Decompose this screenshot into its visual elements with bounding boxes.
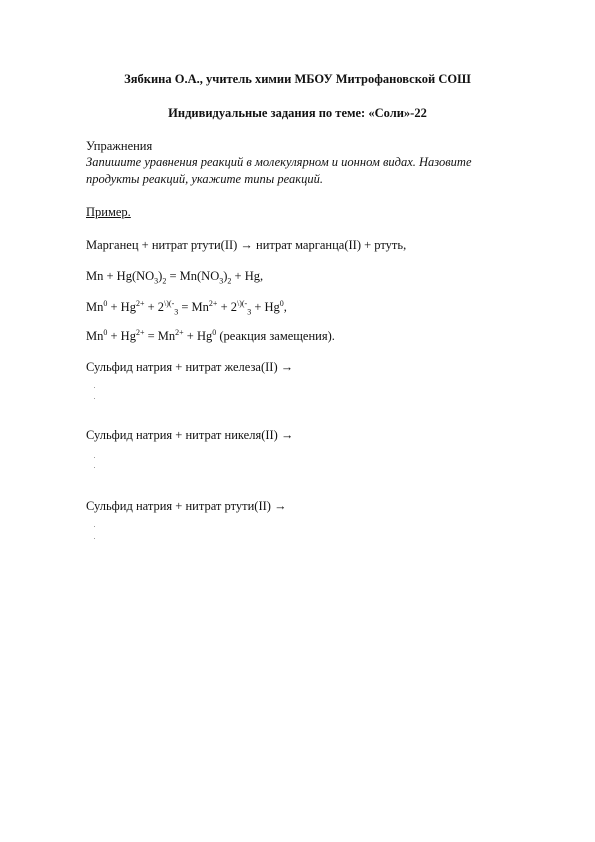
task-1: Сульфид натрия + нитрат железа(II) →	[86, 360, 294, 374]
instruction-line-2: продукты реакций, укажите типы реакций.	[86, 172, 323, 186]
answer-dot	[94, 467, 95, 468]
example-heading: Пример.	[86, 205, 131, 219]
example-full-ionic-equation: $Mn^0 + Hg^{2+} + 2^{\backslash)(-}_3 = Mn^{2+} + 2^{\backslash)(-}_3 + Hg^0$,	[86, 298, 287, 317]
answer-dot	[94, 387, 95, 388]
example-word-equation: Марганец + нитрат ртути(II) → нитрат марганца(II) + ртуть,	[86, 238, 407, 252]
answer-dot	[94, 526, 95, 527]
answer-dot	[94, 398, 95, 399]
topic-title: Индивидуальные задания по теме: «Соли»-22	[168, 106, 427, 120]
task-2: Сульфид натрия + нитрат никеля(II) →	[86, 428, 294, 442]
example-short-ionic-equation: $Mn^0 + Hg^{2+} = Mn^{2+} + Hg^0$ (реакция замещения).	[86, 327, 335, 343]
example-molecular-equation: $Mn + Hg(NO_3)_2 = Mn(NO_3)_2 + Hg$,	[86, 269, 264, 286]
answer-dot	[94, 457, 95, 458]
task-3: Сульфид натрия + нитрат ртути(II) →	[86, 499, 287, 513]
answer-dot	[94, 538, 95, 539]
author-line: Зябкина О.А., учитель химии МБОУ Митрофановской СОШ	[124, 72, 471, 86]
instruction-line-1: Запишите уравнения реакций в молекулярном и ионном видах. Назовите	[86, 155, 472, 169]
exercise-heading: Упражнения	[86, 139, 153, 153]
